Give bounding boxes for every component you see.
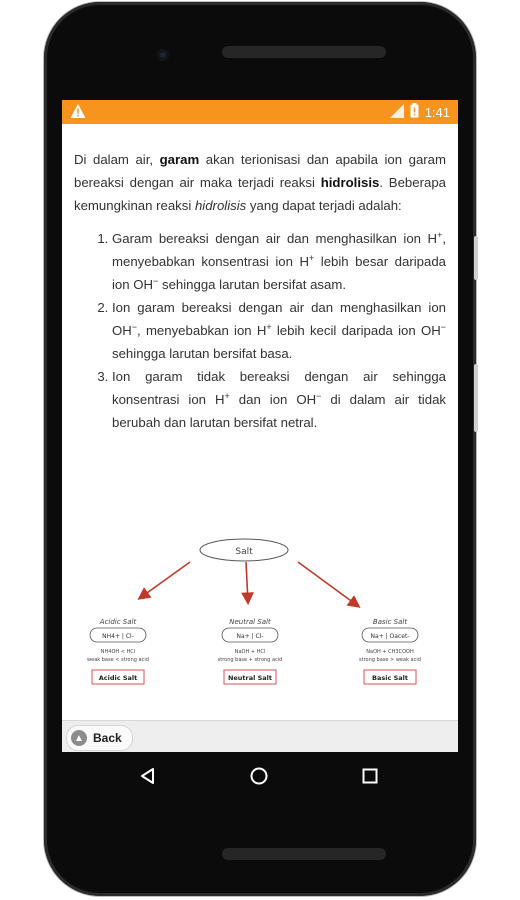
status-time: 1:41 [424,104,450,120]
branch-basic [359,618,421,684]
arrow-to-neutral [246,562,248,602]
base-acid-line: NaOH + CH3COOH [366,649,414,655]
reaction-text: , menyebabkan ion H [137,323,267,338]
intro-paragraph [74,148,446,217]
reaction-list [74,227,446,434]
superscript: + [437,230,443,240]
salt-type-label: Neutral Salt [227,674,273,682]
branch-title: Basic Salt [372,618,408,626]
intro-text: . Beberapa kemungkinan reaksi [74,175,446,213]
reaction-text: , menyebabkan konsentrasi ion H [112,231,446,269]
superscript: + [266,322,272,332]
superscript: + [308,253,315,263]
term-garam: garam [159,152,200,167]
ion-label: NH4+ | Cl- [102,633,134,640]
ion-label: Na+ | Cl- [236,633,264,640]
branch-title: Neutral Salt [229,618,271,626]
reaction-text: Ion garam tidak bereaksi dengan air sehingga konsentrasi ion H [112,369,446,407]
reaction-text: Garam bereaksi dengan air dan menghasilkan ion H [112,231,438,246]
term-hidrolisis: hidrolisis [320,175,380,190]
nav-home-icon[interactable] [249,766,269,786]
superscript: − [153,276,159,286]
reaction-text: sehingga larutan bersifat basa. [112,346,293,361]
base-acid-line: NH4OH < HCl [100,649,136,655]
arrow-to-basic [298,562,358,606]
article-content [74,148,446,434]
superscript: − [440,322,446,332]
superscript: + [224,391,230,401]
bottom-speaker [222,848,386,860]
status-bar [62,100,458,124]
system-navigation-bar [62,752,458,800]
intro-text: yang dapat terjadi adalah: [246,198,402,213]
reaction-item-2 [112,296,446,365]
warning-icon [70,103,86,124]
arrow-to-acidic [140,562,190,598]
salt-hydrolysis-diagram [72,536,452,706]
back-button[interactable] [66,725,133,751]
branch-title: Acidic Salt [99,618,137,626]
power-button [474,236,478,280]
branch-neutral [218,618,283,684]
reaction-text: lebih kecil daripada ion OH [271,323,441,338]
earpiece-speaker [222,46,386,58]
base-acid-strength: strong base > weak acid [359,657,421,663]
intro-text: Di dalam air, [74,152,160,167]
nav-back-icon[interactable] [138,766,158,786]
app-screen [62,100,458,752]
reaction-text: lebih besar daripada ion OH [112,254,446,292]
battery-icon [410,103,419,121]
ion-label: Na+ | Oacet- [370,633,410,640]
bottom-action-bar [62,720,458,752]
salt-root-label: Salt [235,547,253,557]
camera-icon [157,49,169,61]
superscript: − [316,391,322,401]
signal-icon [390,104,404,121]
base-acid-line: NaOH + HCl [234,649,266,655]
back-button-label: Back [93,731,122,745]
reaction-text: dan ion OH [229,392,317,407]
back-arrow-icon: ▲ [71,730,87,746]
volume-button [474,364,478,432]
reaction-item-1 [112,227,446,296]
base-acid-strength: weak base < strong acid [87,657,149,663]
reaction-text: Ion garam bereaksi dengan air dan menghasilkan ion OH [112,300,446,338]
salt-type-label: Acidic Salt [98,674,138,682]
superscript: − [131,322,138,332]
branch-acidic [87,618,149,684]
term-hidrolisis-italic: hidrolisis [194,198,247,213]
base-acid-strength: strong base + strong acid [217,657,283,663]
nav-recents-icon[interactable] [360,766,380,786]
intro-text: akan terionisasi dan apabila ion garam bereaksi dengan air maka terjadi reaksi [74,152,446,190]
reaction-item-3 [112,365,446,434]
reaction-text: di dalam air tidak berubah dan larutan bersifat netral. [112,392,447,430]
salt-type-label: Basic Salt [372,674,408,682]
reaction-text: sehingga larutan bersifat asam. [158,277,346,292]
